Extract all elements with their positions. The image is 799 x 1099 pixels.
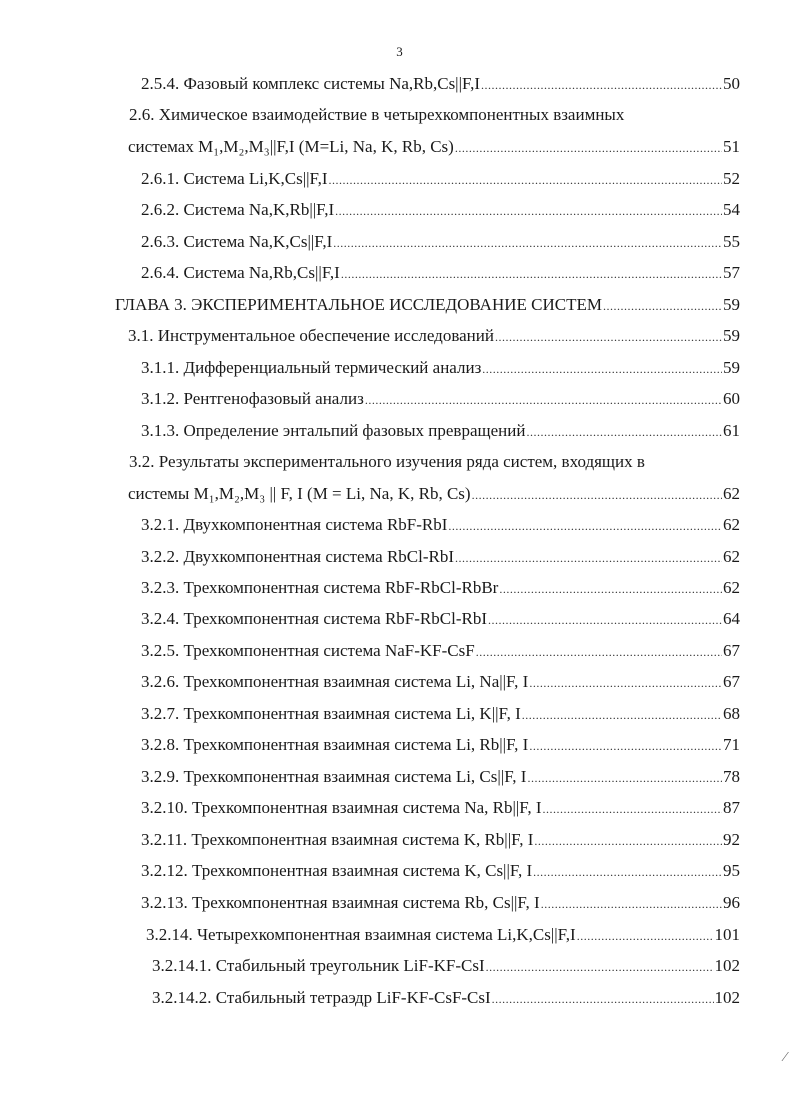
toc-chapter-entry	[115, 295, 740, 316]
toc-entry-title: 3.1. Инструментальное обеспечение исследований	[128, 326, 494, 345]
toc-entry	[152, 956, 740, 977]
toc-entry	[141, 798, 740, 819]
toc-entry-page: 95	[723, 861, 740, 880]
toc-entry-page: 92	[723, 830, 740, 849]
toc-entry-title: 3.2.10. Трехкомпонентная взаимная система Na, Rb||F, I	[141, 798, 542, 817]
toc-leader-dots	[577, 926, 714, 946]
toc-entry	[141, 74, 740, 95]
toc-entry-title: 3.2.2. Двухкомпонентная система RbCl-RbI	[141, 547, 455, 566]
toc-entry	[141, 169, 740, 190]
toc-entry-title: 3.2.6. Трехкомпонентная взаимная система Li, Na||F, I	[141, 672, 529, 691]
toc-entry	[141, 358, 740, 379]
toc-entry-page: 62	[723, 547, 740, 566]
toc-leader-dots	[341, 264, 722, 284]
toc-leader-dots	[533, 862, 722, 882]
toc-leader-dots	[522, 705, 722, 725]
toc-entry	[141, 672, 740, 693]
toc-entry-page: 68	[723, 704, 740, 723]
toc-leader-dots	[472, 485, 722, 505]
toc-entry	[141, 893, 740, 914]
toc-entry	[146, 925, 740, 946]
toc-entry-title: 3.2.14. Четырехкомпонентная взаимная система Li,K,Cs||F,I	[146, 925, 576, 944]
toc-entry-title: 3.2.9. Трехкомпонентная взаимная система Li, Cs||F, I	[141, 767, 527, 786]
toc-entry-title: 2.6.1. Система Li,K,Cs||F,I	[141, 169, 328, 188]
toc-entry-page: 59	[723, 358, 740, 377]
toc-leader-dots	[481, 75, 722, 95]
toc-entry-title: 2.6.4. Система Na,Rb,Cs||F,I	[141, 263, 340, 282]
toc-entry	[141, 767, 740, 788]
toc-entry-page: 101	[714, 925, 740, 944]
toc-leader-dots	[333, 233, 722, 253]
toc-leader-dots	[495, 327, 722, 347]
toc-entry-page: 55	[723, 232, 740, 251]
toc-entry-title-line1: 2.6. Химическое взаимодействие в четырехкомпонентных взаимных	[129, 105, 625, 124]
toc-entry-page: 102	[714, 956, 740, 975]
toc-entry	[141, 547, 740, 568]
toc-entry	[141, 232, 740, 253]
toc-entry-page: 61	[723, 421, 740, 440]
toc-entry	[128, 484, 740, 505]
toc-leader-dots	[455, 548, 722, 568]
toc-entry-title: 3.2.1. Двухкомпонентная система RbF-RbI	[141, 515, 448, 534]
toc-leader-dots	[335, 201, 722, 221]
toc-entry-page: 96	[723, 893, 740, 912]
toc-entry-page: 71	[723, 735, 740, 754]
toc-entry-title: 3.2.8. Трехкомпонентная взаимная система Li, Rb||F, I	[141, 735, 529, 754]
toc-entry-title: 3.1.3. Определение энтальпий фазовых превращений	[141, 421, 526, 440]
toc-entry-title: 3.1.1. Дифференциальный термический анализ	[141, 358, 482, 377]
toc-entry-page: 87	[723, 798, 740, 817]
toc-entry-page: 78	[723, 767, 740, 786]
toc-entry	[141, 515, 740, 536]
toc-entry	[141, 861, 740, 882]
toc-entry-title: 3.2.12. Трехкомпонентная взаимная система K, Cs||F, I	[141, 861, 533, 880]
toc-leader-dots	[529, 736, 722, 756]
toc-entry-page: 62	[723, 515, 740, 534]
toc-entry	[128, 137, 740, 158]
toc-entry-page: 62	[723, 578, 740, 597]
toc-entry-title: 2.6.2. Система Na,K,Rb||F,I	[141, 200, 335, 219]
toc-entry	[141, 200, 740, 221]
toc-entry-title: ГЛАВА 3. ЭКСПЕРИМЕНТАЛЬНОЕ ИССЛЕДОВАНИЕ СИСТЕМ	[115, 295, 602, 314]
toc-leader-dots	[486, 957, 714, 977]
toc-leader-dots	[482, 359, 722, 379]
toc-entry-title: 3.2.7. Трехкомпонентная взаимная система Li, K||F, I	[141, 704, 521, 723]
toc-entry-page: 67	[723, 641, 740, 660]
toc-leader-dots	[527, 768, 722, 788]
toc-entry-title: 3.2.14.2. Стабильный тетраэдр LiF-KF-CsF-CsI	[152, 988, 491, 1007]
toc-entry-page: 52	[723, 169, 740, 188]
toc-entry-page: 59	[723, 295, 740, 314]
toc-entry	[141, 609, 740, 630]
toc-leader-dots	[526, 422, 722, 442]
toc-leader-dots	[492, 989, 714, 1009]
toc-leader-dots	[534, 831, 722, 851]
toc-entry-page: 54	[723, 200, 740, 219]
toc-entry-page: 60	[723, 389, 740, 408]
toc-leader-dots	[499, 579, 722, 599]
toc-entry	[128, 326, 740, 347]
toc-leader-dots	[365, 390, 722, 410]
toc-entry-page: 59	[723, 326, 740, 345]
toc-leader-dots	[603, 296, 722, 316]
toc-entry	[141, 578, 740, 599]
toc-entry	[141, 704, 740, 725]
toc-entry	[141, 263, 740, 284]
toc-entry-page: 51	[723, 137, 740, 156]
toc-leader-dots	[488, 610, 722, 630]
toc-leader-dots	[529, 673, 722, 693]
toc-entry-page: 50	[723, 74, 740, 93]
toc-entry-title: 3.2.11. Трехкомпонентная взаимная система K, Rb||F, I	[141, 830, 534, 849]
toc-entry-page: 57	[723, 263, 740, 282]
toc-entry-page: 67	[723, 672, 740, 691]
toc-entry	[141, 421, 740, 442]
toc-entry-title: системы M₁,M₂,M₃ || F, I (M = Li, Na, K, Rb, Cs)	[128, 484, 471, 503]
toc-entry-title: 3.2.4. Трехкомпонентная система RbF-RbCl-RbI	[141, 609, 487, 628]
toc-entry-title-line1: 3.2. Результаты экспериментального изучения ряда систем, входящих в	[129, 452, 645, 471]
toc-entry-page: 102	[714, 988, 740, 1007]
toc-entry	[141, 830, 740, 851]
toc-entry	[152, 988, 740, 1009]
toc-entry-title: 2.5.4. Фазовый комплекс системы Na,Rb,Cs||F,I	[141, 74, 480, 93]
toc-entry-title: 3.1.2. Рентгенофазовый анализ	[141, 389, 364, 408]
toc-entry	[141, 389, 740, 410]
toc-entry-page: 62	[723, 484, 740, 503]
toc-leader-dots	[329, 170, 722, 190]
toc-entry-title: 3.2.14.1. Стабильный треугольник LiF-KF-CsI	[152, 956, 485, 975]
toc-entry-title: 2.6.3. Система Na,K,Cs||F,I	[141, 232, 333, 251]
toc-entry-title: системах M₁,M₂,M₃||F,I (M=Li, Na, K, Rb, Cs)	[128, 137, 454, 156]
toc-entry-title: 3.2.3. Трехкомпонентная система RbF-RbCl-RbBr	[141, 578, 499, 597]
toc-entry-title: 3.2.13. Трехкомпонентная взаимная система Rb, Cs||F, I	[141, 893, 540, 912]
toc-entry	[141, 641, 740, 662]
toc-leader-dots	[541, 894, 722, 914]
scan-mark: ⁄	[784, 1050, 787, 1065]
toc-leader-dots	[448, 516, 722, 536]
toc-leader-dots	[455, 138, 722, 158]
toc-entry-page: 64	[723, 609, 740, 628]
toc-leader-dots	[476, 642, 722, 662]
toc-leader-dots	[543, 799, 722, 819]
page-number: 3	[396, 44, 403, 59]
toc-entry	[141, 735, 740, 756]
toc-entry-title: 3.2.5. Трехкомпонентная система NaF-KF-CsF	[141, 641, 475, 660]
